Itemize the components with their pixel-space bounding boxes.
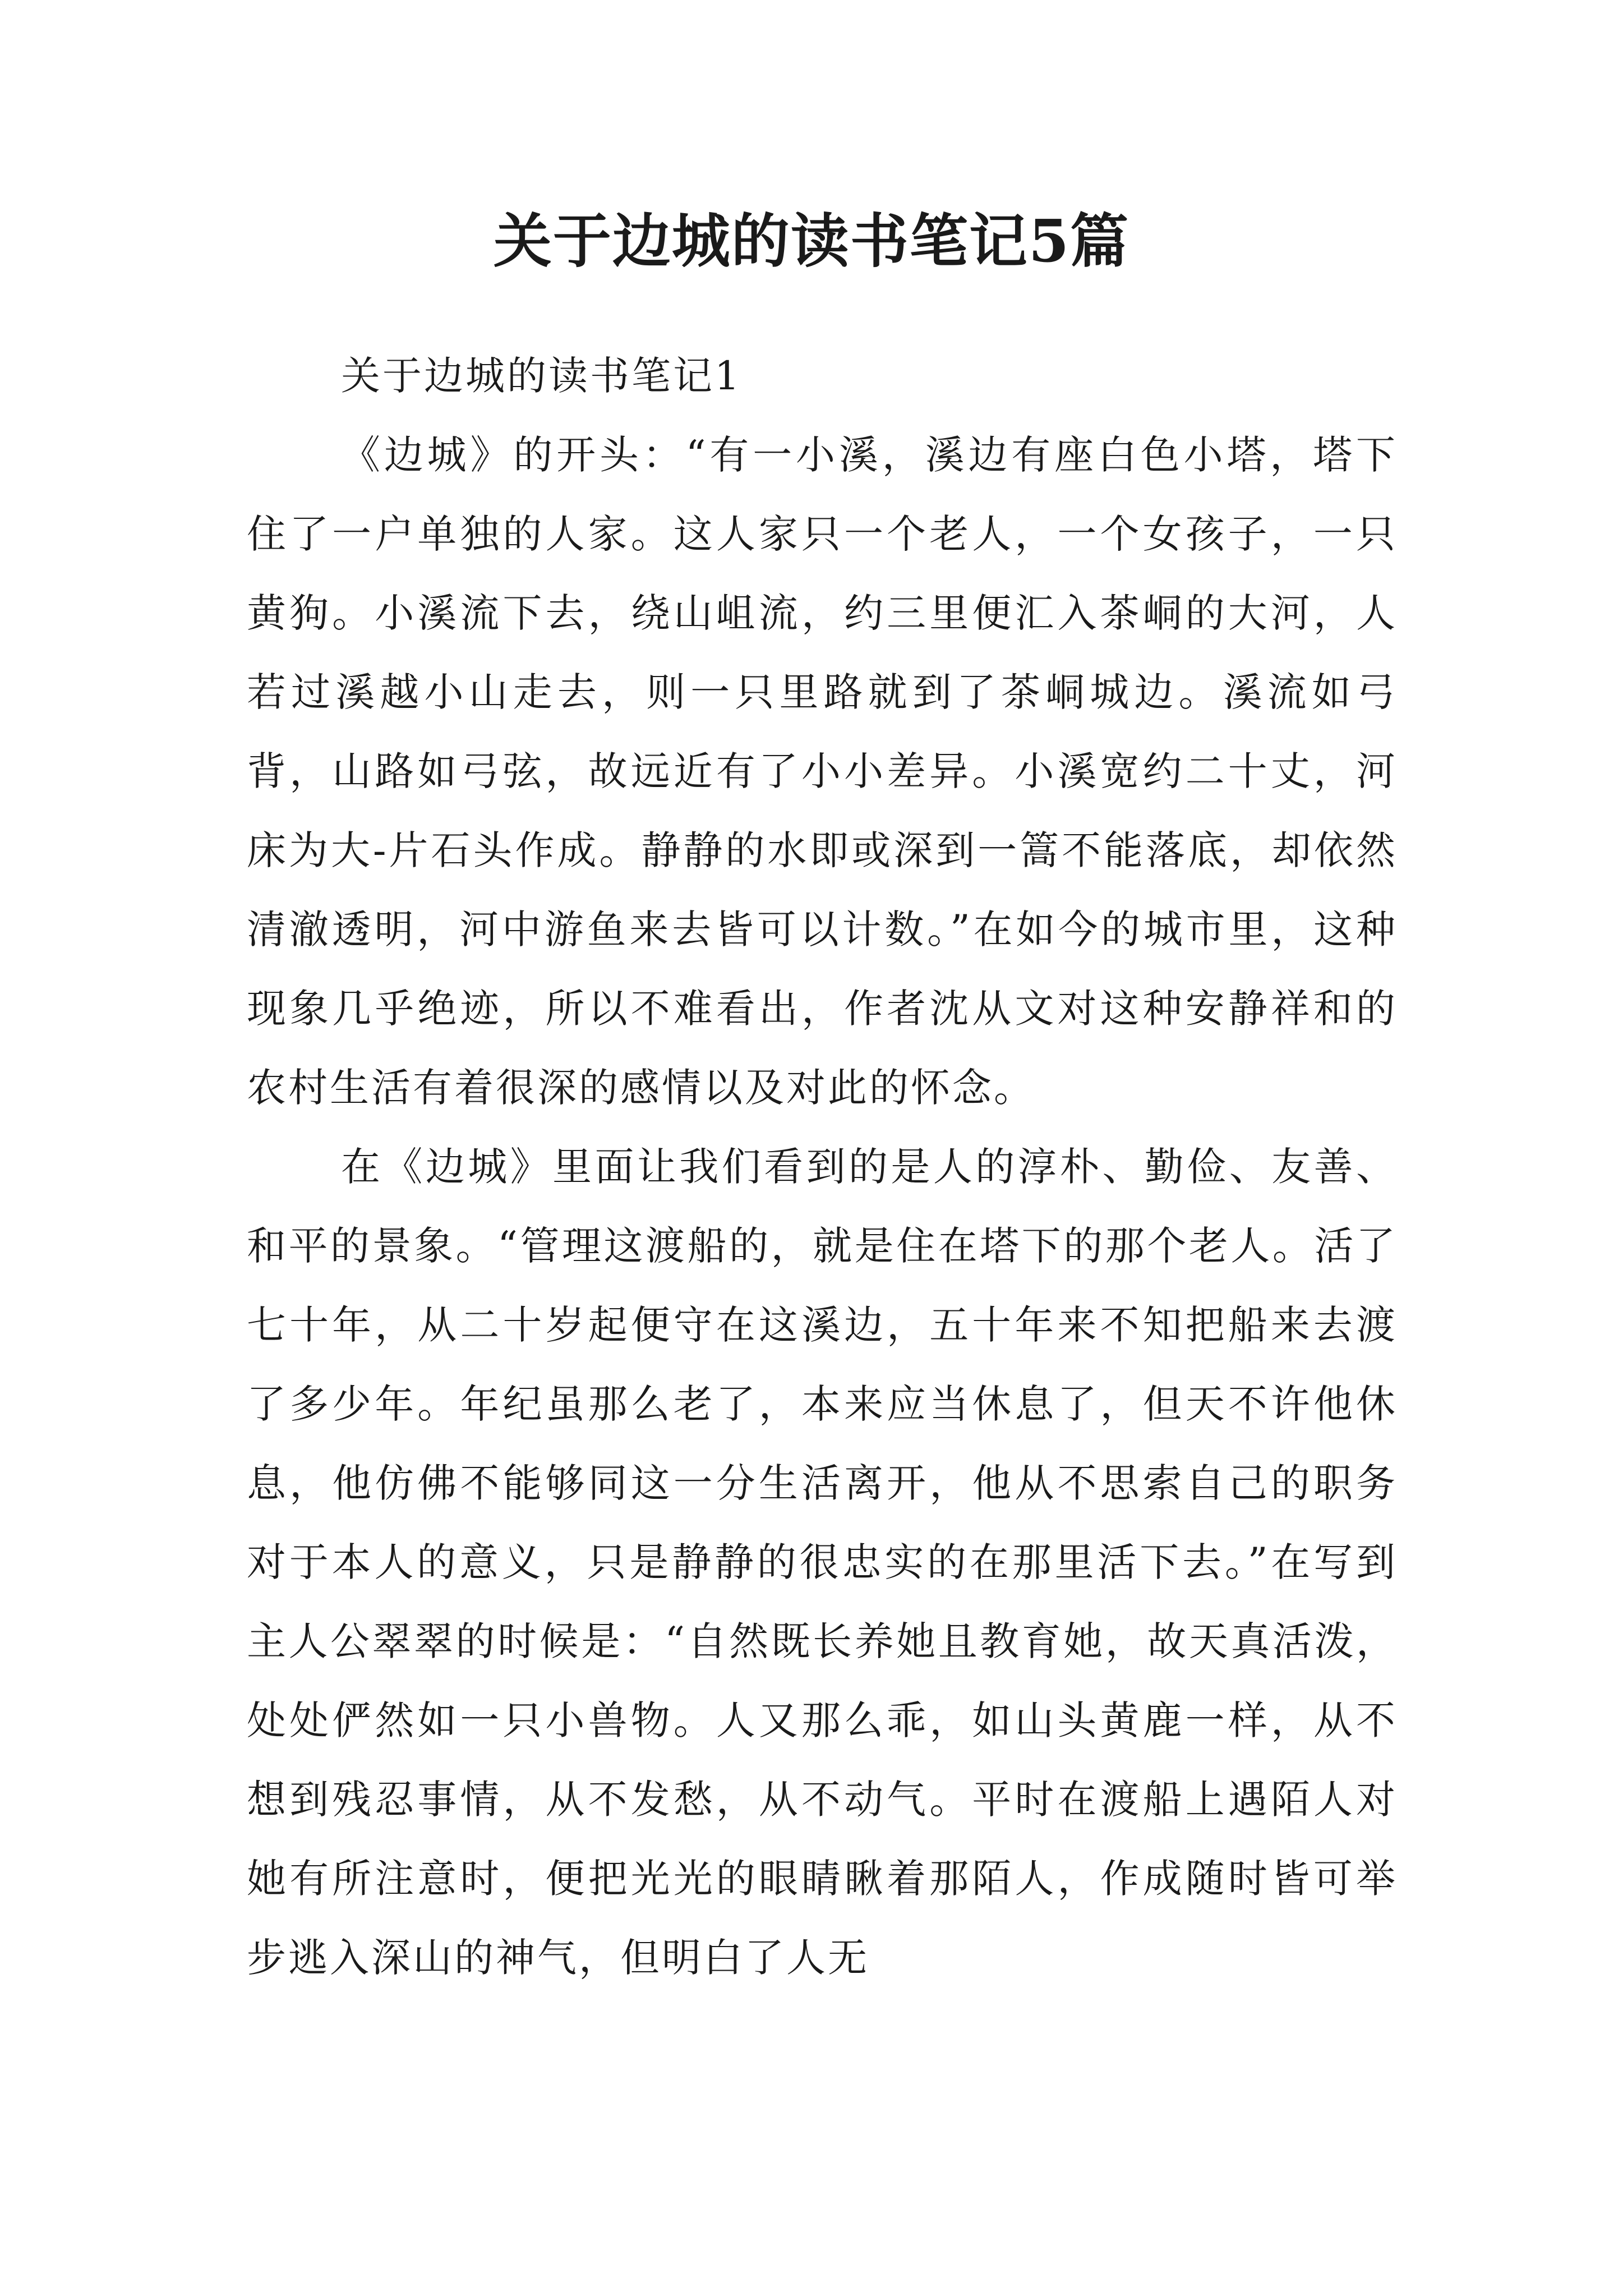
paragraph-2: 在《边城》里面让我们看到的是人的淳朴、勤俭、友善、和平的景象。“管理这渡船的，就是住在塔下的那个老人。活了七十年，从二十岁起便守在这溪边，五十年来不知把船来去渡了多少年。年纪虽那么老了，本来应当休息了，但天不许他休息，他仿佛不能够同这一分生活离开，他从不思索自己的职务对于本人的意义，只是静静的很忠实的在那里活下去。”在写到主人公翠翠的时候是：“自然既长养她且教育她，故天真活泼，处处俨然如一只小兽物。人又那么乖，如山头黄鹿一样，从不想到残忍事情，从不发愁，从不动气。平时在渡船上遇陌人对她有所注意时，便把光光的眼睛瞅着那陌人，作成随时皆可举步逃入深山的神气，但明白了人无 xyxy=(247,1144,1398,1981)
paragraph-1: 《边城》的开头：“有一小溪，溪边有座白色小塔，塔下住了一户单独的人家。这人家只一个老人，一个女孩子，一只黄狗。小溪流下去，绕山岨流，约三里便汇入茶峒的大河，人若过溪越小山走去，则一只里路就到了茶峒城边。溪流如弓背，山路如弓弦，故远近有了小小差异。小溪宽约二十丈，河床为大-片石头作成。静静的水即或深到一篙不能落底，却依然清澈透明，河中游鱼来去皆可以计数。”在如今的城市里，这种现象几乎绝迹，所以不难看出，作者沈从文对这种安静祥和的农村生活有着很深的感情以及对此的怀念。 xyxy=(247,432,1398,1111)
document-title: 关于边城的读书笔记5篇 xyxy=(493,206,1130,275)
section-heading: 关于边城的读书笔记1 xyxy=(341,353,742,399)
document-body xyxy=(247,337,1398,1998)
